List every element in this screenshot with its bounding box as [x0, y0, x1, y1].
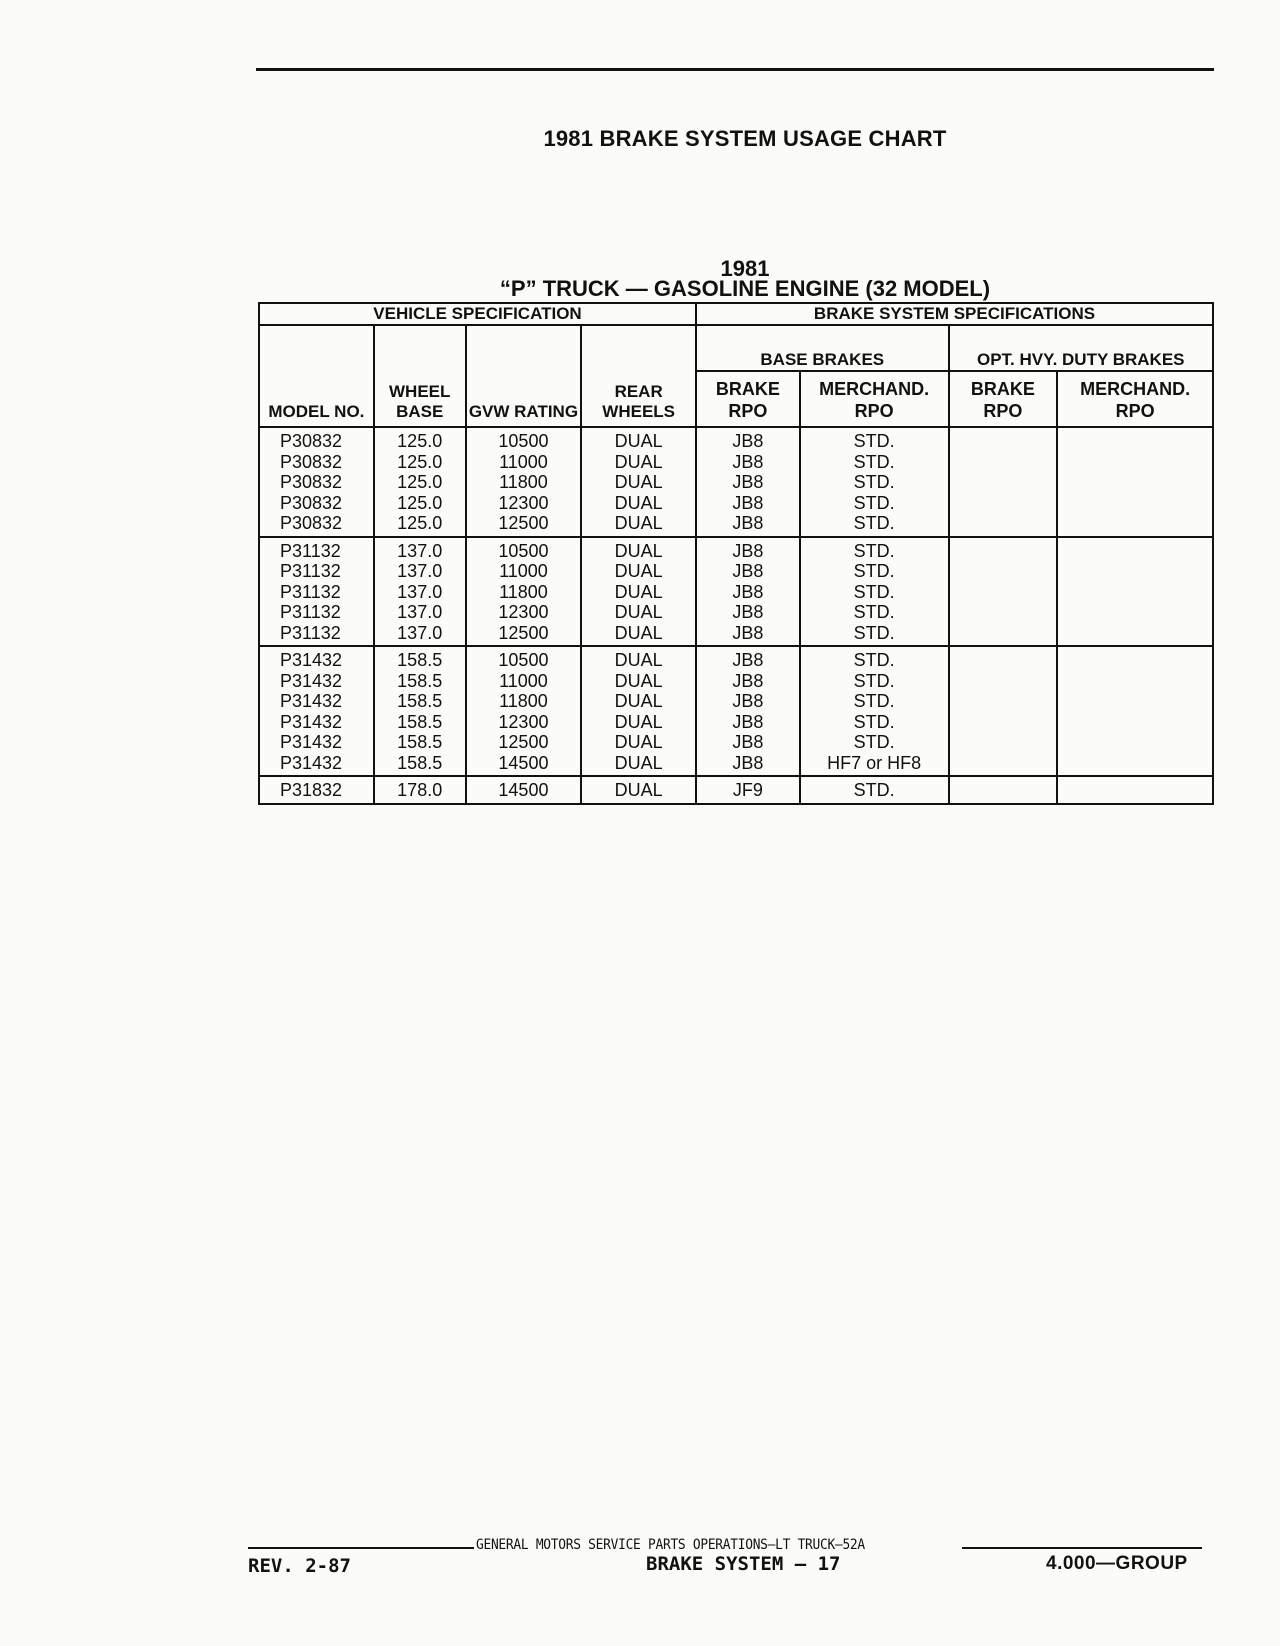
table-cell	[1057, 671, 1213, 692]
table-cell: DUAL	[581, 472, 696, 493]
table-cell: 12300	[466, 493, 582, 514]
table-row	[259, 712, 1213, 733]
table-cell: JB8	[696, 646, 800, 671]
table-cell: JB8	[696, 452, 800, 473]
table-cell: DUAL	[581, 732, 696, 753]
col-header-rear-wheels: REAR WHEELS	[581, 325, 696, 427]
table-cell: JB8	[696, 472, 800, 493]
table-cell	[1057, 732, 1213, 753]
table-row	[259, 691, 1213, 712]
table-cell: DUAL	[581, 712, 696, 733]
table-cell: DUAL	[581, 691, 696, 712]
table-row	[259, 493, 1213, 514]
table-cell: 158.5	[374, 712, 466, 733]
table-cell	[1057, 582, 1213, 603]
table-cell: 11000	[466, 561, 582, 582]
table-cell: STD.	[800, 472, 949, 493]
table-cell: JB8	[696, 582, 800, 603]
footer-revision: REV. 2-87	[248, 1555, 351, 1577]
table-cell: STD.	[800, 537, 949, 562]
table-row	[259, 602, 1213, 623]
table-cell	[949, 472, 1058, 493]
table-cell	[949, 712, 1058, 733]
table-cell: 178.0	[374, 776, 466, 804]
table-cell	[949, 537, 1058, 562]
table-cell: 158.5	[374, 671, 466, 692]
footer-rule-left	[248, 1547, 474, 1549]
table-cell	[949, 582, 1058, 603]
table-row	[259, 513, 1213, 537]
table-cell: DUAL	[581, 427, 696, 452]
table-cell: JB8	[696, 712, 800, 733]
table-cell: DUAL	[581, 776, 696, 804]
table-cell: 158.5	[374, 753, 466, 777]
table-cell	[949, 732, 1058, 753]
model-group	[259, 427, 1213, 537]
page-title: 1981 BRAKE SYSTEM USAGE CHART	[543, 126, 947, 151]
table-cell: 14500	[466, 776, 582, 804]
table-cell	[949, 776, 1058, 804]
table-row	[259, 582, 1213, 603]
table-cell: STD.	[800, 513, 949, 537]
table-cell: DUAL	[581, 582, 696, 603]
table-cell	[949, 753, 1058, 777]
table-row	[259, 561, 1213, 582]
table-cell: DUAL	[581, 537, 696, 562]
table-cell: P31432	[259, 753, 374, 777]
table-cell	[949, 671, 1058, 692]
table-cell: 10500	[466, 537, 582, 562]
table-cell: 12300	[466, 602, 582, 623]
table-cell: P30832	[259, 493, 374, 514]
table-cell: 158.5	[374, 732, 466, 753]
table-cell: JB8	[696, 493, 800, 514]
table-cell: DUAL	[581, 513, 696, 537]
table-cell	[949, 513, 1058, 537]
table-cell: 125.0	[374, 513, 466, 537]
table-cell: JB8	[696, 732, 800, 753]
table-cell: STD.	[800, 452, 949, 473]
table-cell: P31132	[259, 561, 374, 582]
col-header-model-no: MODEL NO.	[259, 325, 374, 427]
table-cell: 11800	[466, 691, 582, 712]
table-cell: JB8	[696, 623, 800, 647]
table-cell	[949, 602, 1058, 623]
top-rule	[256, 68, 1214, 71]
table-cell: P30832	[259, 472, 374, 493]
table-cell: P31432	[259, 732, 374, 753]
table-cell: JB8	[696, 513, 800, 537]
base-brakes-header: BASE BRAKES	[696, 325, 949, 371]
table-cell	[949, 691, 1058, 712]
table-cell: P31432	[259, 712, 374, 733]
table-cell: DUAL	[581, 753, 696, 777]
table-cell: P31132	[259, 602, 374, 623]
table-cell: STD.	[800, 646, 949, 671]
table-cell	[949, 646, 1058, 671]
table-cell	[1057, 452, 1213, 473]
table-cell: JB8	[696, 671, 800, 692]
table-cell	[1057, 513, 1213, 537]
table-cell: P31432	[259, 646, 374, 671]
footer-rule-right	[962, 1547, 1202, 1549]
table-cell: 14500	[466, 753, 582, 777]
table-cell	[1057, 776, 1213, 804]
table-cell: DUAL	[581, 602, 696, 623]
brake-spec-header: BRAKE SYSTEM SPECIFICATIONS	[696, 303, 1213, 325]
table-cell	[949, 427, 1058, 452]
table-row	[259, 452, 1213, 473]
col-header-base-brake-rpo: BRAKE RPO	[696, 371, 800, 427]
table-cell: 11800	[466, 582, 582, 603]
table-cell: STD.	[800, 493, 949, 514]
footer-section: BRAKE SYSTEM — 17	[646, 1553, 841, 1575]
table-cell: P30832	[259, 513, 374, 537]
table-cell: 158.5	[374, 691, 466, 712]
table-cell	[1057, 753, 1213, 777]
table-cell: 125.0	[374, 493, 466, 514]
table-cell: STD.	[800, 691, 949, 712]
col-header-opt-merchand-rpo: MERCHAND. RPO	[1057, 371, 1213, 427]
table-row	[259, 646, 1213, 671]
table-cell: P31132	[259, 582, 374, 603]
col-header-base-merchand-rpo: MERCHAND. RPO	[800, 371, 949, 427]
table-cell: 125.0	[374, 427, 466, 452]
table-cell: DUAL	[581, 646, 696, 671]
table-cell: P31132	[259, 623, 374, 647]
table-row	[259, 472, 1213, 493]
table-row	[259, 427, 1213, 452]
opt-hvy-duty-header: OPT. HVY. DUTY BRAKES	[949, 325, 1213, 371]
table-cell: P30832	[259, 427, 374, 452]
table-row	[259, 776, 1213, 804]
table-cell: HF7 or HF8	[800, 753, 949, 777]
table-cell: 12500	[466, 513, 582, 537]
table-cell: STD.	[800, 602, 949, 623]
table-cell: 137.0	[374, 537, 466, 562]
table-cell: 12500	[466, 732, 582, 753]
table-cell: 125.0	[374, 472, 466, 493]
table-cell: 125.0	[374, 452, 466, 473]
table-cell	[1057, 712, 1213, 733]
table-cell	[1057, 561, 1213, 582]
col-header-wheel-base: WHEEL BASE	[374, 325, 466, 427]
table-row	[259, 623, 1213, 647]
model-group	[259, 537, 1213, 647]
table-cell	[1057, 472, 1213, 493]
table-cell	[1057, 623, 1213, 647]
table-cell: STD.	[800, 427, 949, 452]
brake-usage-table	[258, 302, 1214, 805]
table-cell: 158.5	[374, 646, 466, 671]
table-row	[259, 753, 1213, 777]
table-cell	[949, 561, 1058, 582]
table-cell: STD.	[800, 776, 949, 804]
model-group	[259, 646, 1213, 776]
table-year: 1981	[720, 256, 770, 281]
table-cell: JB8	[696, 427, 800, 452]
table-cell: JB8	[696, 561, 800, 582]
col-header-opt-brake-rpo: BRAKE RPO	[949, 371, 1058, 427]
table-cell: STD.	[800, 582, 949, 603]
table-cell: P31432	[259, 691, 374, 712]
table-cell	[1057, 427, 1213, 452]
table-cell: P30832	[259, 452, 374, 473]
table-cell	[1057, 537, 1213, 562]
table-cell: JB8	[696, 753, 800, 777]
table-cell: JB8	[696, 602, 800, 623]
table-row	[259, 671, 1213, 692]
table-cell: 12300	[466, 712, 582, 733]
table-row	[259, 732, 1213, 753]
footer-center-text: GENERAL MOTORS SERVICE PARTS OPERATIONS—LT TRUCK—52A	[476, 1537, 865, 1553]
table-cell: DUAL	[581, 561, 696, 582]
table-cell: 137.0	[374, 602, 466, 623]
table-cell: DUAL	[581, 452, 696, 473]
table-cell: JF9	[696, 776, 800, 804]
model-group	[259, 776, 1213, 804]
table-cell: STD.	[800, 561, 949, 582]
table-cell: P31832	[259, 776, 374, 804]
table-cell	[1057, 493, 1213, 514]
table-cell	[949, 452, 1058, 473]
table-cell: STD.	[800, 732, 949, 753]
table-cell: STD.	[800, 623, 949, 647]
table-cell: DUAL	[581, 671, 696, 692]
table-cell: 10500	[466, 427, 582, 452]
table-cell: STD.	[800, 712, 949, 733]
col-header-gvw-rating: GVW RATING	[466, 325, 582, 427]
table-cell	[1057, 602, 1213, 623]
table-cell: 137.0	[374, 582, 466, 603]
table-cell: 12500	[466, 623, 582, 647]
table-cell: 137.0	[374, 623, 466, 647]
table-cell: DUAL	[581, 623, 696, 647]
table-cell: STD.	[800, 671, 949, 692]
table-cell: 11800	[466, 472, 582, 493]
footer-group: 4.000—GROUP	[1046, 1553, 1188, 1574]
table-cell	[949, 623, 1058, 647]
table-cell: 11000	[466, 452, 582, 473]
table-cell: 11000	[466, 671, 582, 692]
table-row	[259, 537, 1213, 562]
table-cell: DUAL	[581, 493, 696, 514]
table-cell: JB8	[696, 537, 800, 562]
table-cell: P31432	[259, 671, 374, 692]
table-cell	[1057, 691, 1213, 712]
table-cell	[949, 493, 1058, 514]
table-cell: P31132	[259, 537, 374, 562]
table-cell: 10500	[466, 646, 582, 671]
table-cell	[1057, 646, 1213, 671]
vehicle-spec-header: VEHICLE SPECIFICATION	[259, 303, 696, 325]
table-cell: JB8	[696, 691, 800, 712]
table-cell: 137.0	[374, 561, 466, 582]
table-title: “P” TRUCK — GASOLINE ENGINE (32 MODEL)	[499, 276, 991, 301]
